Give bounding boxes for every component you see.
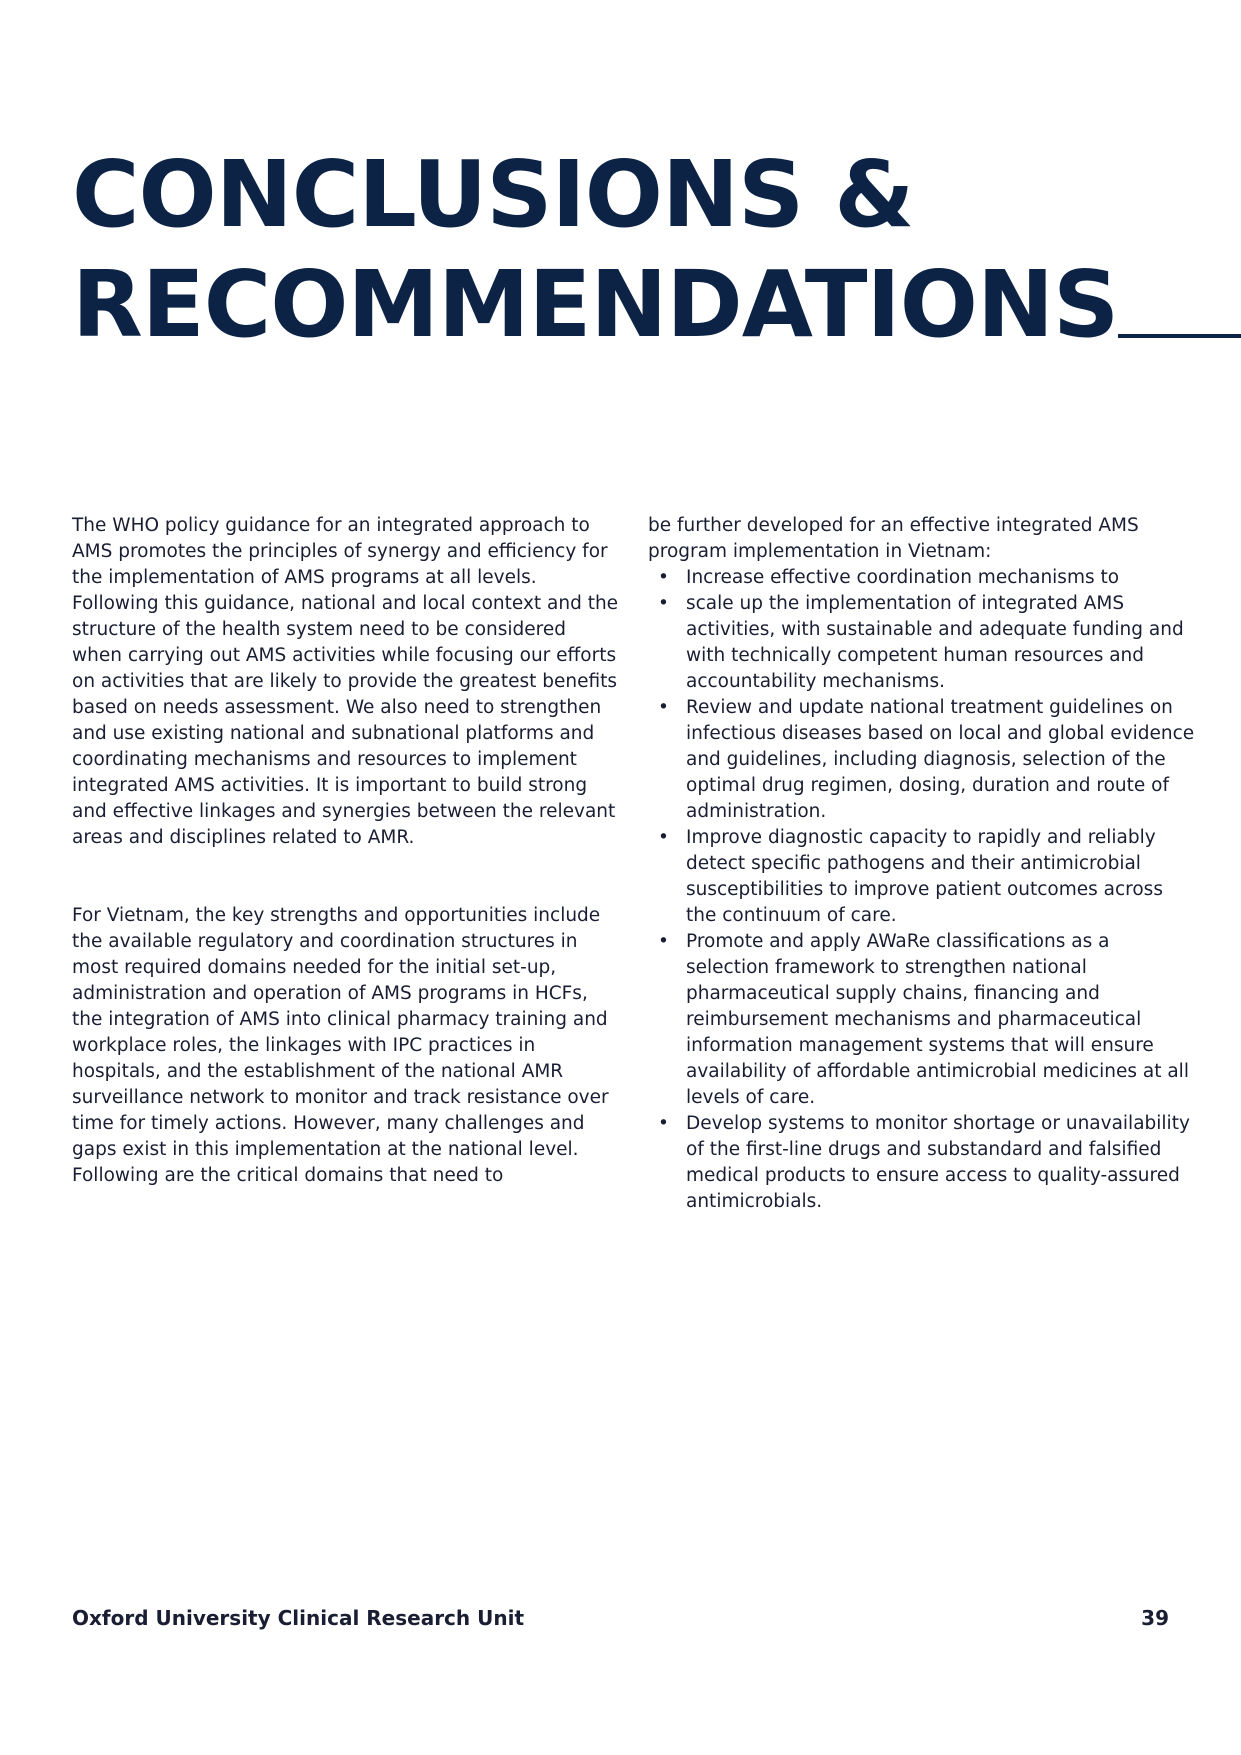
bullet-icon: •: [658, 1113, 669, 1134]
list-item: [648, 695, 1196, 825]
bullet-icon: •: [658, 567, 669, 588]
list-item-text: Increase effective coordination mechanisms to: [686, 567, 1120, 588]
page-title-line-1: CONCLUSIONS &: [72, 141, 914, 248]
list-item: [648, 929, 1196, 1111]
body-paragraph-2: For Vietnam, the key strengths and opportunities include the available regulatory and coordination structures in most required domains needed for the initial set-up, administration and operation of AMS programs in HCFs, the integration of AMS into clinical pharmacy training and workplace roles, the linkages with IPC practices in hospitals, and the establishment of the national AMR surveillance network to monitor and track resistance over time for timely actions. However, many challenges and gaps exist in this implementation at the national level. Following are the critical domains that need to: [72, 905, 609, 1186]
right-text-column: [648, 513, 1196, 1215]
left-text-column: [72, 513, 620, 1189]
bullet-icon: •: [658, 827, 669, 848]
list-item: [648, 825, 1196, 929]
list-item-text: Improve diagnostic capacity to rapidly and reliably detect specific pathogens and their antimicrobial susceptibilities to improve patient outcomes across the continuum of care.: [686, 827, 1163, 926]
page-number: 39: [1141, 1606, 1169, 1630]
bullet-icon: •: [658, 697, 669, 718]
recommendations-list: [648, 565, 1196, 1215]
body-paragraph-1: The WHO policy guidance for an integrated approach to AMS promotes the principles of synergy and efficiency for the implementation of AMS programs at all levels. Following this guidance, national and local context and the structure of the health system need to be considered when carrying out AMS activities while focusing our efforts on activities that are likely to provide the greatest benefits based on needs assessment. We also need to strengthen and use existing national and subnational platforms and coordinating mechanisms and resources to implement integrated AMS activities. It is important to build strong and effective linkages and synergies between the relevant areas and disciplines related to AMR.: [72, 515, 619, 848]
list-item: [648, 565, 1196, 591]
list-item-text: Review and update national treatment guidelines on infectious diseases based on local and global evidence and guidelines, including diagnosis, selection of the optimal drug regimen, dosing, duration and route of administration.: [686, 697, 1195, 822]
page-title-line-2: RECOMMENDATIONS: [72, 251, 1119, 358]
page-title: [72, 140, 1118, 360]
bullet-icon: •: [658, 593, 669, 614]
title-underline-rule: [1118, 334, 1241, 338]
list-item-text: scale up the implementation of integrated AMS activities, with sustainable and adequate funding and with technically competent human resources and accountability mechanisms.: [686, 593, 1184, 692]
footer-organization: Oxford University Clinical Research Unit: [72, 1606, 525, 1630]
list-item-text: Promote and apply AWaRe classifications as a selection framework to strengthen national pharmaceutical supply chains, financing and reimbursement mechanisms and pharmaceutical information management systems that will ensure availability of affordable antimicrobial medicines at all levels of care.: [686, 931, 1189, 1108]
bullet-icon: •: [658, 931, 669, 952]
list-item: [648, 1111, 1196, 1215]
recommendations-intro: be further developed for an effective integrated AMS program implementation in Vietnam:: [648, 515, 1139, 562]
list-item: [648, 591, 1196, 695]
list-item-text: Develop systems to monitor shortage or unavailability of the first-line drugs and substandard and falsified medical products to ensure access to quality-assured antimicrobials.: [686, 1113, 1190, 1212]
